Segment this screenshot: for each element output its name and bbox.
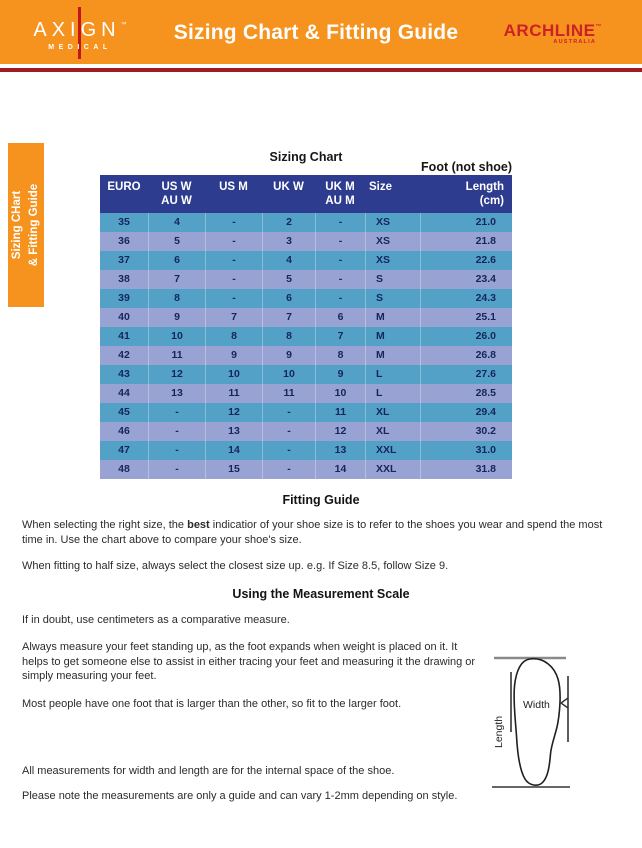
table-cell: -	[315, 213, 365, 232]
side-tab-label	[8, 143, 44, 307]
table-cell: -	[315, 289, 365, 308]
table-cell: -	[315, 232, 365, 251]
table-row	[100, 365, 512, 384]
table-cell: 25.1	[420, 308, 512, 327]
table-cell: 26.8	[420, 346, 512, 365]
table-cell: 8	[315, 346, 365, 365]
table-cell: 3	[262, 232, 315, 251]
column-header: US M	[219, 181, 248, 193]
table-cell: 10	[148, 327, 205, 346]
size-table-body	[100, 213, 512, 479]
table-cell: 6	[315, 308, 365, 327]
table-cell: -	[205, 251, 262, 270]
foot-measurement-diagram	[488, 646, 608, 796]
archline-tm: ™	[595, 24, 602, 30]
table-cell: 47	[118, 444, 130, 456]
table-row	[100, 308, 512, 327]
measurement-scale-heading: Using the Measurement Scale	[232, 587, 410, 601]
fitting-guide-paragraph-1	[22, 518, 614, 547]
table-row	[100, 327, 512, 346]
table-cell: -	[205, 213, 262, 232]
table-cell: 8	[262, 327, 315, 346]
column-header: Length (cm)	[465, 181, 504, 207]
table-cell: 6	[148, 251, 205, 270]
table-row	[100, 403, 512, 422]
table-cell: 11	[205, 384, 262, 403]
table-row	[100, 384, 512, 403]
table-cell: 5	[148, 232, 205, 251]
table-cell: -	[148, 403, 205, 422]
table-cell: 30.2	[420, 422, 512, 441]
table-cell: 9	[262, 346, 315, 365]
table-cell: 13	[148, 384, 205, 403]
table-cell: -	[205, 289, 262, 308]
table-cell: L	[365, 384, 420, 403]
table-cell: -	[262, 441, 315, 460]
table-cell: 46	[118, 425, 130, 437]
width-label: Width	[523, 699, 550, 711]
table-row	[100, 251, 512, 270]
size-table-header	[100, 175, 512, 213]
table-cell: 8	[205, 327, 262, 346]
table-cell: -	[315, 251, 365, 270]
table-cell: 5	[262, 270, 315, 289]
table-cell: M	[365, 327, 420, 346]
table-cell: 13	[315, 441, 365, 460]
table-cell: XXL	[365, 460, 420, 479]
table-cell: 36	[118, 235, 130, 247]
table-cell: 14	[205, 441, 262, 460]
table-cell: XS	[365, 213, 420, 232]
table-row	[100, 460, 512, 479]
table-cell: 22.6	[420, 251, 512, 270]
archline-logo	[504, 22, 602, 46]
p1-text-before: When selecting the right size, the	[22, 519, 188, 531]
p1-text-after: indicatior of your shoe size is to refer to the shoes you wear and spend the most time in. Use the chart above to compare your shoe's size.	[22, 519, 603, 546]
table-cell: -	[205, 232, 262, 251]
table-cell: 7	[262, 308, 315, 327]
table-cell: 11	[148, 346, 205, 365]
foot-outline	[514, 659, 560, 785]
table-cell: 10	[205, 365, 262, 384]
table-cell: 12	[148, 365, 205, 384]
axign-brand: AXIGN™	[33, 19, 127, 41]
table-cell: 11	[315, 403, 365, 422]
archline-sub: AUSTRALIA	[553, 39, 596, 45]
table-cell: 41	[118, 330, 130, 342]
axign-logo	[32, 13, 128, 51]
table-cell: 26.0	[420, 327, 512, 346]
measurement-paragraph-2: Always measure your feet standing up, as the foot expands when weight is placed on it. It helps to get someone else to assist in either tracing your feet and measuring it the drawing or simply measuring your feet.	[22, 641, 476, 682]
table-cell: -	[148, 460, 205, 479]
header-banner	[0, 0, 642, 64]
table-row	[100, 422, 512, 441]
table-cell: 38	[118, 273, 130, 285]
p1-bold-word: best	[187, 519, 210, 531]
table-cell: 11	[262, 384, 315, 403]
table-cell: 10	[315, 384, 365, 403]
table-row	[100, 346, 512, 365]
table-cell: 35	[118, 216, 130, 228]
table-cell: 39	[118, 292, 130, 304]
column-header: Size	[369, 181, 393, 193]
table-cell: 4	[148, 213, 205, 232]
table-cell: 21.0	[420, 213, 512, 232]
table-cell: 43	[118, 368, 130, 380]
table-cell: M	[365, 308, 420, 327]
page-title: Sizing Chart & Fitting Guide	[173, 21, 459, 44]
table-cell: 10	[262, 365, 315, 384]
column-header: EURO	[107, 181, 141, 193]
axign-sub: MEDICAL	[48, 44, 112, 51]
table-cell: 7	[205, 308, 262, 327]
fitting-guide-paragraph-2: When fitting to half size, always select the closest size up. e.g. If Size 8.5, follow Size 9.	[22, 560, 449, 572]
side-tab-line2: & Fitting Guide	[28, 183, 40, 267]
column-header: UK W	[273, 181, 304, 193]
table-cell: XL	[365, 422, 420, 441]
table-cell: 9	[205, 346, 262, 365]
table-cell: S	[365, 270, 420, 289]
table-cell: -	[148, 441, 205, 460]
table-cell: 31.8	[420, 460, 512, 479]
measurement-paragraph-1: If in doubt, use centimeters as a comparative measure.	[22, 614, 290, 626]
table-cell: -	[262, 460, 315, 479]
axign-tm: ™	[120, 22, 127, 28]
table-row	[100, 289, 512, 308]
table-cell: 12	[315, 422, 365, 441]
table-cell: -	[262, 422, 315, 441]
table-cell: 8	[148, 289, 205, 308]
fitting-guide-heading: Fitting Guide	[282, 493, 360, 507]
table-cell: 21.8	[420, 232, 512, 251]
measurement-paragraph-5: Please note the measurements are only a guide and can vary 1-2mm depending on style.	[22, 790, 458, 802]
table-row	[100, 270, 512, 289]
table-cell: 42	[118, 349, 130, 361]
table-cell: -	[205, 270, 262, 289]
table-cell: 6	[262, 289, 315, 308]
table-cell: 24.3	[420, 289, 512, 308]
table-cell: 7	[148, 270, 205, 289]
table-cell: 7	[315, 327, 365, 346]
table-cell: 12	[205, 403, 262, 422]
table-cell: 44	[118, 387, 130, 399]
table-cell: 48	[118, 463, 130, 475]
table-cell: 45	[118, 406, 130, 418]
table-cell: 4	[262, 251, 315, 270]
table-cell: XS	[365, 232, 420, 251]
table-cell: 31.0	[420, 441, 512, 460]
table-row	[100, 441, 512, 460]
table-cell: M	[365, 346, 420, 365]
table-cell: 29.4	[420, 403, 512, 422]
table-cell: -	[262, 403, 315, 422]
table-cell: 2	[262, 213, 315, 232]
table-cell: 37	[118, 254, 130, 266]
table-row	[100, 213, 512, 232]
side-tab-line1: Sizing CHart	[11, 190, 23, 260]
sizing-chart-title: Sizing Chart	[269, 150, 343, 164]
table-cell: XXL	[365, 441, 420, 460]
column-header: US W AU W	[161, 181, 192, 207]
width-arrow-icon	[561, 698, 568, 708]
table-cell: 27.6	[420, 365, 512, 384]
table-cell: XL	[365, 403, 420, 422]
table-cell: S	[365, 289, 420, 308]
table-cell: 9	[315, 365, 365, 384]
table-cell: 28.5	[420, 384, 512, 403]
table-cell: 13	[205, 422, 262, 441]
table-cell: 40	[118, 311, 130, 323]
archline-brand: ARCHLINE™	[503, 21, 602, 40]
table-cell: -	[315, 270, 365, 289]
table-cell: 23.4	[420, 270, 512, 289]
measurement-paragraph-4: All measurements for width and length are for the internal space of the shoe.	[22, 765, 395, 777]
table-cell: -	[148, 422, 205, 441]
foot-not-shoe-label: Foot (not shoe)	[421, 160, 512, 174]
table-cell: 9	[148, 308, 205, 327]
column-header: UK M AU M	[325, 181, 355, 207]
length-label: Length	[493, 715, 505, 748]
measurement-paragraph-3: Most people have one foot that is larger than the other, so fit to the larger foot.	[22, 698, 402, 710]
table-cell: XS	[365, 251, 420, 270]
table-cell: 15	[205, 460, 262, 479]
table-cell: 14	[315, 460, 365, 479]
header-divider	[0, 68, 642, 72]
table-row	[100, 232, 512, 251]
size-table	[100, 175, 512, 479]
table-cell: L	[365, 365, 420, 384]
